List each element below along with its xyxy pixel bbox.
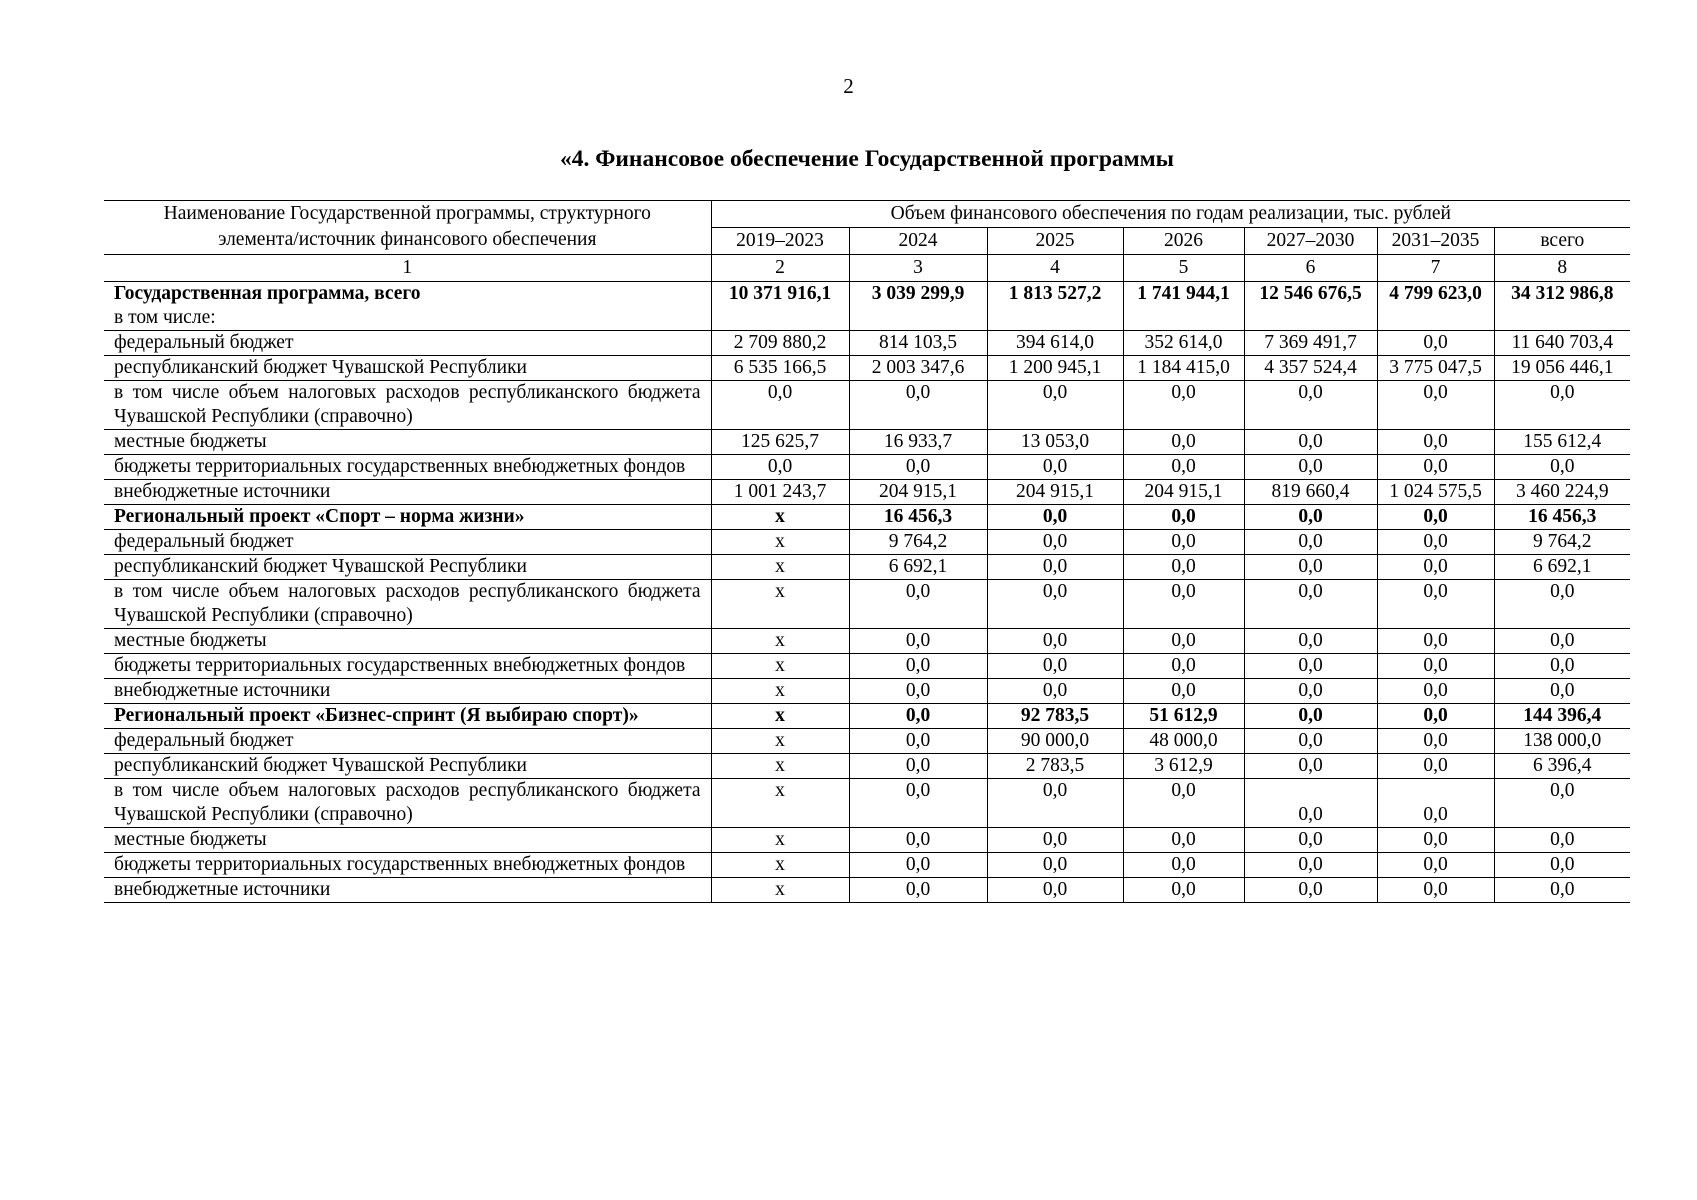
value-cell: 0,0 <box>1244 729 1377 754</box>
value-cell: 0,0 <box>1377 455 1494 480</box>
value-cell: 0,0 <box>1377 779 1494 828</box>
row-name-cell <box>104 430 711 455</box>
value-cell: 4 357 524,4 <box>1244 356 1377 381</box>
value-cell: 0,0 <box>987 679 1123 704</box>
value-cell: 138 000,0 <box>1494 729 1630 754</box>
value-cell: 0,0 <box>1494 779 1630 828</box>
value-cell: 144 396,4 <box>1494 704 1630 729</box>
column-index-row <box>104 255 1630 282</box>
row-name: республиканский бюджет Чувашской Республики <box>114 357 527 378</box>
value-cell: 0,0 <box>1244 878 1377 903</box>
value-cell: 0,0 <box>1244 555 1377 580</box>
table-row <box>104 530 1630 555</box>
value-cell: 0,0 <box>1244 853 1377 878</box>
value-cell: 819 660,4 <box>1244 480 1377 505</box>
column-index: 8 <box>1494 255 1630 282</box>
table-row <box>104 729 1630 754</box>
row-name: республиканский бюджет Чувашской Республики <box>114 755 527 776</box>
row-name-cell <box>104 654 711 679</box>
row-name-cell <box>104 853 711 878</box>
value-cell: 0,0 <box>1123 505 1244 530</box>
value-cell: 0,0 <box>849 381 987 430</box>
value-cell: 0,0 <box>849 679 987 704</box>
value-cell: 0,0 <box>1494 679 1630 704</box>
value-cell: 3 460 224,9 <box>1494 480 1630 505</box>
table-row <box>104 331 1630 356</box>
value-cell: 0,0 <box>987 779 1123 828</box>
value-cell: 0,0 <box>1377 381 1494 430</box>
table-row <box>104 654 1630 679</box>
row-name: внебюджетные источники <box>114 680 331 701</box>
value-cell: 0,0 <box>1244 704 1377 729</box>
value-cell: 2 003 347,6 <box>849 356 987 381</box>
table-row <box>104 480 1630 505</box>
value-cell: 0,0 <box>1244 828 1377 853</box>
column-index: 3 <box>849 255 987 282</box>
value-cell: 9 764,2 <box>849 530 987 555</box>
table-row <box>104 580 1630 629</box>
value-cell: х <box>711 828 849 853</box>
value-cell: 0,0 <box>849 654 987 679</box>
value-cell: 0,0 <box>1244 505 1377 530</box>
value-cell: х <box>711 729 849 754</box>
value-cell: 0,0 <box>1377 729 1494 754</box>
row-name: Государственная программа, всего <box>114 283 421 304</box>
value-cell: 16 456,3 <box>849 505 987 530</box>
row-name: бюджеты территориальных государственных внебюджетных фондов <box>114 655 686 676</box>
value-cell: 0,0 <box>1244 629 1377 654</box>
row-name: федеральный бюджет <box>114 531 294 552</box>
table-row <box>104 356 1630 381</box>
row-subtitle: в том числе: <box>114 307 216 328</box>
value-cell: 19 056 446,1 <box>1494 356 1630 381</box>
row-name-cell <box>104 530 711 555</box>
value-cell: 0,0 <box>1244 779 1377 828</box>
value-cell: 0,0 <box>1377 754 1494 779</box>
row-name-cell <box>104 505 711 530</box>
value-cell: 0,0 <box>1494 878 1630 903</box>
row-name: бюджеты территориальных государственных внебюджетных фондов <box>114 854 686 875</box>
value-cell: х <box>711 878 849 903</box>
row-name-cell <box>104 729 711 754</box>
value-cell: х <box>711 679 849 704</box>
table-row <box>104 704 1630 729</box>
value-cell: 0,0 <box>1244 654 1377 679</box>
value-cell: 0,0 <box>1123 455 1244 480</box>
value-cell: х <box>711 704 849 729</box>
value-cell: 13 053,0 <box>987 430 1123 455</box>
value-cell: 4 799 623,0 <box>1377 282 1494 331</box>
value-cell: 51 612,9 <box>1123 704 1244 729</box>
table-row <box>104 828 1630 853</box>
table-row <box>104 282 1630 331</box>
header-name-line1: Наименование Государственной программы, структурного <box>163 203 651 224</box>
header-row-group <box>104 201 1630 228</box>
value-cell: 0,0 <box>1123 828 1244 853</box>
value-cell: 0,0 <box>1123 381 1244 430</box>
value-cell: 0,0 <box>849 629 987 654</box>
row-name: республиканский бюджет Чувашской Республики <box>114 556 527 577</box>
value-cell: 0,0 <box>1494 381 1630 430</box>
value-cell: 0,0 <box>987 878 1123 903</box>
value-cell: 0,0 <box>849 754 987 779</box>
value-cell: 0,0 <box>987 580 1123 629</box>
row-name-cell <box>104 580 711 629</box>
row-name-cell <box>104 828 711 853</box>
value-cell: 6 692,1 <box>849 555 987 580</box>
row-name-cell <box>104 878 711 903</box>
row-name: внебюджетные источники <box>114 879 331 900</box>
row-name: в том числе объем налоговых расходов республиканского бюджета Чувашской Республики (справочно) <box>114 382 701 427</box>
value-cell: 0,0 <box>1377 629 1494 654</box>
value-cell: 0,0 <box>1123 530 1244 555</box>
value-cell: 0,0 <box>1123 679 1244 704</box>
value-cell: 1 813 527,2 <box>987 282 1123 331</box>
value-cell: 0,0 <box>987 629 1123 654</box>
value-cell: 11 640 703,4 <box>1494 331 1630 356</box>
value-cell: 1 741 944,1 <box>1123 282 1244 331</box>
table-row <box>104 853 1630 878</box>
table-row <box>104 555 1630 580</box>
row-name: бюджеты территориальных государственных внебюджетных фондов <box>114 456 686 477</box>
value-cell: 0,0 <box>1123 878 1244 903</box>
value-cell: 0,0 <box>849 704 987 729</box>
value-cell: 0,0 <box>849 779 987 828</box>
value-cell: 0,0 <box>849 828 987 853</box>
row-name-cell <box>104 381 711 430</box>
row-name-cell <box>104 555 711 580</box>
value-cell: 16 456,3 <box>1494 505 1630 530</box>
header-year: 2024 <box>849 228 987 255</box>
value-cell: 1 024 575,5 <box>1377 480 1494 505</box>
value-cell: 0,0 <box>1494 455 1630 480</box>
value-cell: 0,0 <box>1123 853 1244 878</box>
value-cell: 16 933,7 <box>849 430 987 455</box>
value-cell: 6 692,1 <box>1494 555 1630 580</box>
value-cell: 0,0 <box>987 381 1123 430</box>
value-cell: 0,0 <box>987 455 1123 480</box>
value-cell: 0,0 <box>711 455 849 480</box>
value-cell: 0,0 <box>1494 629 1630 654</box>
value-cell: 0,0 <box>1377 580 1494 629</box>
value-cell: 0,0 <box>1123 654 1244 679</box>
row-name: местные бюджеты <box>114 431 267 452</box>
row-name: в том числе объем налоговых расходов республиканского бюджета Чувашской Республики (справочно) <box>114 780 701 825</box>
value-cell: 0,0 <box>1244 381 1377 430</box>
page-number: 2 <box>843 74 854 98</box>
value-cell: 0,0 <box>1377 530 1494 555</box>
value-cell: 3 612,9 <box>1123 754 1244 779</box>
table-row <box>104 779 1630 828</box>
table-row <box>104 679 1630 704</box>
value-cell: 2 709 880,2 <box>711 331 849 356</box>
table-row <box>104 505 1630 530</box>
value-cell: 0,0 <box>1494 853 1630 878</box>
value-cell: 0,0 <box>1377 331 1494 356</box>
value-cell: 0,0 <box>1244 754 1377 779</box>
value-cell: 0,0 <box>1244 430 1377 455</box>
financing-table <box>104 200 1630 903</box>
value-cell: 0,0 <box>1123 430 1244 455</box>
value-cell: 34 312 986,8 <box>1494 282 1630 331</box>
row-name: внебюджетные источники <box>114 481 331 502</box>
value-cell: 0,0 <box>987 853 1123 878</box>
value-cell: х <box>711 754 849 779</box>
value-cell: 0,0 <box>987 828 1123 853</box>
column-index: 5 <box>1123 255 1244 282</box>
value-cell: х <box>711 555 849 580</box>
value-cell: 0,0 <box>849 580 987 629</box>
value-cell: 204 915,1 <box>987 480 1123 505</box>
value-cell: 352 614,0 <box>1123 331 1244 356</box>
value-cell: 6 396,4 <box>1494 754 1630 779</box>
value-cell: 0,0 <box>1244 580 1377 629</box>
document-title: «4. Финансовое обеспечение Государственной программы <box>559 146 1175 172</box>
row-name: местные бюджеты <box>114 829 267 850</box>
row-name-cell <box>104 331 711 356</box>
value-cell: 0,0 <box>1377 505 1494 530</box>
value-cell: 6 535 166,5 <box>711 356 849 381</box>
value-cell: 125 625,7 <box>711 430 849 455</box>
header-funding-group: Объем финансового обеспечения по годам реализации, тыс. рублей <box>711 201 1630 228</box>
value-cell: 0,0 <box>987 555 1123 580</box>
value-cell: 12 546 676,5 <box>1244 282 1377 331</box>
value-cell: х <box>711 654 849 679</box>
value-cell: 0,0 <box>1244 530 1377 555</box>
value-cell: 0,0 <box>1377 704 1494 729</box>
value-cell: 92 783,5 <box>987 704 1123 729</box>
value-cell: 394 614,0 <box>987 331 1123 356</box>
value-cell: 3 775 047,5 <box>1377 356 1494 381</box>
table-row <box>104 754 1630 779</box>
value-cell: 10 371 916,1 <box>711 282 849 331</box>
header-name-line2: элемента/источник финансового обеспечения <box>218 229 597 250</box>
row-name: федеральный бюджет <box>114 730 294 751</box>
value-cell: 0,0 <box>1494 580 1630 629</box>
value-cell: 814 103,5 <box>849 331 987 356</box>
table-row <box>104 381 1630 430</box>
header-year: 2019–2023 <box>711 228 849 255</box>
column-index: 7 <box>1377 255 1494 282</box>
value-cell: 0,0 <box>1377 853 1494 878</box>
header-year: 2031–2035 <box>1377 228 1494 255</box>
header-year: 2027–2030 <box>1244 228 1377 255</box>
value-cell: 0,0 <box>1244 455 1377 480</box>
value-cell: 0,0 <box>1377 555 1494 580</box>
value-cell: 0,0 <box>987 505 1123 530</box>
value-cell: 0,0 <box>711 381 849 430</box>
table-row <box>104 878 1630 903</box>
value-cell: 0,0 <box>1123 629 1244 654</box>
value-cell: 1 001 243,7 <box>711 480 849 505</box>
value-cell: х <box>711 505 849 530</box>
header-year: 2026 <box>1123 228 1244 255</box>
value-cell: 0,0 <box>1123 580 1244 629</box>
row-name-cell <box>104 455 711 480</box>
row-name-cell <box>104 356 711 381</box>
value-cell: 0,0 <box>1123 555 1244 580</box>
row-name: федеральный бюджет <box>114 332 294 353</box>
value-cell: 0,0 <box>1377 878 1494 903</box>
value-cell: х <box>711 779 849 828</box>
row-name: Региональный проект «Спорт – норма жизни» <box>114 506 525 527</box>
value-cell: 0,0 <box>1494 828 1630 853</box>
value-cell: х <box>711 853 849 878</box>
row-name-cell <box>104 480 711 505</box>
value-cell: 155 612,4 <box>1494 430 1630 455</box>
row-name: в том числе объем налоговых расходов республиканского бюджета Чувашской Республики (справочно) <box>114 581 701 626</box>
value-cell: х <box>711 629 849 654</box>
row-name-cell <box>104 754 711 779</box>
row-name: местные бюджеты <box>114 630 267 651</box>
value-cell: х <box>711 530 849 555</box>
value-cell: х <box>711 580 849 629</box>
header-year-total: всего <box>1494 228 1630 255</box>
row-name-cell <box>104 704 711 729</box>
row-name-cell <box>104 629 711 654</box>
value-cell: 0,0 <box>849 853 987 878</box>
table-row <box>104 430 1630 455</box>
value-cell: 48 000,0 <box>1123 729 1244 754</box>
value-cell: 0,0 <box>1494 654 1630 679</box>
value-cell: 0,0 <box>1377 430 1494 455</box>
column-index: 4 <box>987 255 1123 282</box>
column-index: 6 <box>1244 255 1377 282</box>
value-cell: 204 915,1 <box>1123 480 1244 505</box>
value-cell: 1 184 415,0 <box>1123 356 1244 381</box>
header-year: 2025 <box>987 228 1123 255</box>
column-index: 1 <box>104 255 711 282</box>
value-cell: 204 915,1 <box>849 480 987 505</box>
value-cell: 1 200 945,1 <box>987 356 1123 381</box>
value-cell: 0,0 <box>849 878 987 903</box>
row-name-cell <box>104 679 711 704</box>
value-cell: 2 783,5 <box>987 754 1123 779</box>
row-name-cell <box>104 779 711 828</box>
value-cell: 0,0 <box>849 729 987 754</box>
table-row <box>104 455 1630 480</box>
value-cell: 0,0 <box>1377 679 1494 704</box>
value-cell: 7 369 491,7 <box>1244 331 1377 356</box>
value-cell: 0,0 <box>1377 828 1494 853</box>
value-cell: 0,0 <box>1377 654 1494 679</box>
table-row <box>104 629 1630 654</box>
value-cell: 0,0 <box>1244 679 1377 704</box>
value-cell: 3 039 299,9 <box>849 282 987 331</box>
value-cell: 0,0 <box>1123 779 1244 828</box>
value-cell: 90 000,0 <box>987 729 1123 754</box>
header-name-cell <box>104 201 711 255</box>
row-name: Региональный проект «Бизнес-спринт (Я выбираю спорт)» <box>114 705 639 726</box>
row-name-cell <box>104 282 711 331</box>
value-cell: 0,0 <box>987 654 1123 679</box>
value-cell: 9 764,2 <box>1494 530 1630 555</box>
value-cell: 0,0 <box>987 530 1123 555</box>
column-index: 2 <box>711 255 849 282</box>
value-cell: 0,0 <box>849 455 987 480</box>
